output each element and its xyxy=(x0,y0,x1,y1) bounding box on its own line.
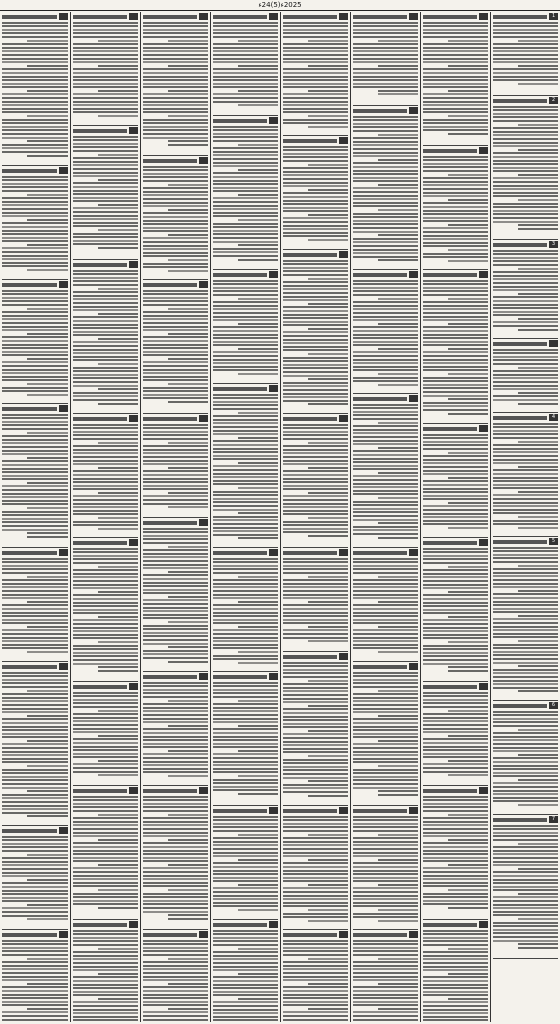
ad-body-text xyxy=(213,558,278,664)
ad-body-text xyxy=(493,547,558,693)
classified-ad xyxy=(2,548,68,662)
ad-body-text xyxy=(73,424,138,530)
classified-ad xyxy=(353,548,418,662)
ad-body-text xyxy=(283,940,348,1022)
classified-ad xyxy=(213,920,278,1022)
ad-number-badge xyxy=(59,663,68,670)
ad-number-badge xyxy=(339,931,348,938)
classified-ad xyxy=(143,414,208,518)
ad-number-badge xyxy=(409,271,418,278)
ad-headline xyxy=(493,15,547,19)
ad-headline xyxy=(73,685,127,689)
classified-ad xyxy=(353,270,418,394)
ad-body-text xyxy=(73,930,138,1022)
ad-body-text xyxy=(353,404,418,539)
ad-headline xyxy=(283,417,337,421)
ad-number-badge xyxy=(269,13,278,20)
ad-body-text xyxy=(2,290,68,396)
ad-body-text xyxy=(2,940,68,1022)
ad-number-badge xyxy=(129,683,138,690)
ad-headline xyxy=(143,283,197,287)
ad-body-text xyxy=(73,270,138,405)
ad-headline xyxy=(213,273,267,277)
classified-ad xyxy=(143,786,208,930)
classified-ad xyxy=(493,537,558,701)
ad-body-text xyxy=(493,22,558,85)
ad-number-badge xyxy=(479,425,488,432)
ad-headline xyxy=(143,159,197,163)
ad-headline xyxy=(493,416,547,420)
classified-ad xyxy=(353,12,418,106)
classified-ad xyxy=(73,260,138,414)
classified-ad xyxy=(423,270,488,424)
classified-columns xyxy=(0,12,560,1022)
ad-number-badge xyxy=(269,921,278,928)
ad-body-text xyxy=(213,930,278,1022)
ad-body-text xyxy=(423,930,488,1022)
ad-number-badge xyxy=(479,787,488,794)
ad-headline xyxy=(143,417,197,421)
ad-headline xyxy=(283,655,337,659)
ad-headline xyxy=(353,397,407,401)
classified-ad xyxy=(73,538,138,682)
ad-number-badge xyxy=(199,13,208,20)
ad-body-text xyxy=(73,692,138,777)
ad-headline xyxy=(143,933,197,937)
classified-ad xyxy=(493,413,558,537)
ad-number-badge: 2 xyxy=(549,97,558,104)
classified-ad xyxy=(283,930,348,1022)
ad-body-text xyxy=(73,22,138,117)
ad-number-badge xyxy=(269,807,278,814)
classified-ad xyxy=(143,280,208,414)
ad-headline xyxy=(213,15,267,19)
ad-headline xyxy=(353,809,407,813)
classified-ad xyxy=(283,250,348,414)
ad-number-badge xyxy=(339,415,348,422)
ad-headline xyxy=(213,675,267,679)
ad-body-text xyxy=(493,106,558,230)
classified-ad xyxy=(213,270,278,384)
classified-ad xyxy=(73,920,138,1022)
ad-number-badge: 1 xyxy=(549,13,558,20)
classified-ad xyxy=(2,826,68,930)
ad-body-text xyxy=(143,796,208,920)
ad-body-text xyxy=(353,816,418,922)
ad-number-badge xyxy=(269,117,278,124)
ad-body-text xyxy=(283,260,348,406)
ad-headline xyxy=(143,675,197,679)
ad-body-text xyxy=(283,424,348,537)
ad-headline xyxy=(73,417,127,421)
ad-number-badge: 4 xyxy=(549,414,558,421)
column-8 xyxy=(0,12,70,1022)
column-5 xyxy=(210,12,280,1022)
ad-number-badge xyxy=(269,549,278,556)
ad-headline xyxy=(283,551,337,555)
ad-body-text xyxy=(143,940,208,1022)
ad-number-badge: 5 xyxy=(549,538,558,545)
classified-ad xyxy=(493,339,558,413)
ad-headline xyxy=(143,521,197,525)
ad-body-text xyxy=(143,290,208,403)
classified-ad xyxy=(143,930,208,1022)
ad-body-text xyxy=(493,250,558,331)
ad-headline xyxy=(73,541,127,545)
ad-headline xyxy=(2,407,57,411)
classified-ad xyxy=(213,116,278,270)
classified-ad xyxy=(213,12,278,116)
ad-number-badge xyxy=(199,281,208,288)
ad-number-badge xyxy=(479,683,488,690)
classified-ad xyxy=(73,126,138,260)
column-7 xyxy=(70,12,140,1022)
ad-number-badge xyxy=(549,340,558,347)
ad-number-badge xyxy=(409,107,418,114)
ad-headline xyxy=(73,129,127,133)
ad-number-badge xyxy=(479,539,488,546)
ad-number-badge xyxy=(129,787,138,794)
ad-number-badge xyxy=(59,549,68,556)
ad-body-text xyxy=(353,22,418,96)
ad-headline xyxy=(213,809,267,813)
ad-headline xyxy=(143,789,197,793)
classified-ad xyxy=(493,96,558,240)
ad-headline xyxy=(213,119,267,123)
ad-body-text xyxy=(353,672,418,796)
ad-number-badge xyxy=(199,787,208,794)
ad-number-badge xyxy=(129,13,138,20)
classified-ad xyxy=(423,920,488,1022)
ad-body-text xyxy=(213,280,278,375)
classified-ad xyxy=(213,672,278,806)
ad-body-text xyxy=(143,424,208,509)
ad-body-text xyxy=(213,22,278,107)
ad-body-text xyxy=(213,394,278,540)
classified-ad xyxy=(423,786,488,920)
ad-headline xyxy=(2,283,57,287)
ad-number-badge xyxy=(269,673,278,680)
ad-headline xyxy=(2,665,57,669)
classified-ad xyxy=(423,682,488,786)
classified-ad xyxy=(143,518,208,672)
ad-body-text xyxy=(353,116,418,262)
classified-ad xyxy=(353,806,418,930)
ad-number-badge xyxy=(129,539,138,546)
ad-headline xyxy=(423,923,477,927)
classified-ad xyxy=(143,156,208,280)
classified-ad xyxy=(353,394,418,548)
ad-number-badge xyxy=(59,827,68,834)
classified-ad xyxy=(353,662,418,806)
ad-number-badge xyxy=(199,415,208,422)
ad-body-text xyxy=(213,816,278,911)
ad-body-text xyxy=(283,558,348,643)
ad-number-badge: 6 xyxy=(549,702,558,709)
classified-ad xyxy=(493,701,558,815)
ad-headline xyxy=(353,273,407,277)
classified-ad xyxy=(353,106,418,270)
ad-body-text xyxy=(143,528,208,663)
ad-number-badge xyxy=(339,251,348,258)
classified-ad xyxy=(73,682,138,786)
column-3 xyxy=(350,12,420,1022)
ad-body-text xyxy=(2,558,68,653)
ad-number-badge xyxy=(339,653,348,660)
classified-ad xyxy=(283,414,348,548)
ad-body-text xyxy=(143,22,208,146)
ad-body-text xyxy=(73,548,138,672)
ad-number-badge xyxy=(409,395,418,402)
ad-number-badge xyxy=(129,921,138,928)
ad-headline xyxy=(493,342,547,346)
classified-ad xyxy=(2,166,68,280)
classified-ad xyxy=(283,12,348,136)
classified-ad xyxy=(283,806,348,930)
classified-ad xyxy=(423,538,488,682)
ad-headline xyxy=(283,15,337,19)
ad-headline xyxy=(2,169,57,173)
ad-headline xyxy=(73,923,127,927)
ad-number-badge: 7 xyxy=(549,816,558,823)
ad-body-text xyxy=(143,682,208,777)
ad-body-text xyxy=(2,414,68,538)
ad-body-text xyxy=(423,692,488,777)
ad-headline xyxy=(423,15,477,19)
ad-number-badge xyxy=(409,663,418,670)
ad-headline xyxy=(283,139,337,143)
ad-body-text xyxy=(423,280,488,415)
ad-body-text xyxy=(423,22,488,135)
ad-headline xyxy=(353,665,407,669)
ad-number-badge xyxy=(129,261,138,268)
classified-ad xyxy=(283,548,348,652)
ad-body-text xyxy=(283,662,348,797)
ad-headline xyxy=(493,243,547,247)
column-2 xyxy=(420,12,490,1022)
classified-ad xyxy=(213,548,278,672)
page-date-header: 2025ء(5)24ء xyxy=(0,0,560,11)
ad-headline xyxy=(73,263,127,267)
ad-body-text xyxy=(2,176,68,271)
ad-number-badge xyxy=(479,147,488,154)
classified-ad xyxy=(143,12,208,156)
ad-number-badge xyxy=(199,931,208,938)
ad-number-badge xyxy=(339,807,348,814)
ad-headline xyxy=(2,15,57,19)
ad-headline xyxy=(493,99,547,103)
classified-ad xyxy=(2,930,68,1022)
ad-body-text xyxy=(73,796,138,909)
classified-ad xyxy=(143,672,208,786)
ad-number-badge xyxy=(129,415,138,422)
ad-headline xyxy=(353,15,407,19)
ad-body-text xyxy=(2,672,68,818)
ad-headline xyxy=(353,109,407,113)
ad-headline xyxy=(423,541,477,545)
ad-headline xyxy=(73,15,127,19)
ad-number-badge xyxy=(339,13,348,20)
classified-ad xyxy=(2,662,68,826)
ad-body-text xyxy=(2,22,68,157)
ad-headline xyxy=(353,933,407,937)
ad-number-badge xyxy=(59,931,68,938)
ad-number-badge xyxy=(409,931,418,938)
ad-number-badge xyxy=(479,921,488,928)
ad-body-text xyxy=(423,796,488,909)
ad-number-badge xyxy=(409,549,418,556)
classified-ad xyxy=(2,280,68,404)
ad-number-badge xyxy=(409,807,418,814)
ad-number-badge xyxy=(199,157,208,164)
ad-body-text xyxy=(283,22,348,128)
ad-body-text xyxy=(493,349,558,405)
classified-ad xyxy=(493,240,558,339)
ad-headline xyxy=(493,540,547,544)
ad-headline xyxy=(73,789,127,793)
ad-number-badge xyxy=(479,13,488,20)
ad-headline xyxy=(283,809,337,813)
ad-body-text xyxy=(283,146,348,241)
classified-ad xyxy=(493,12,558,96)
ad-headline xyxy=(143,15,197,19)
classified-ad xyxy=(423,12,488,146)
ad-body-text xyxy=(493,825,558,949)
ad-headline xyxy=(423,427,477,431)
ad-headline xyxy=(2,933,57,937)
ad-number-badge: 3 xyxy=(549,241,558,248)
ad-body-text xyxy=(73,136,138,249)
ad-headline xyxy=(353,551,407,555)
classified-ad xyxy=(423,424,488,538)
ad-headline xyxy=(213,923,267,927)
ad-number-badge xyxy=(479,271,488,278)
ad-headline xyxy=(283,933,337,937)
ad-headline xyxy=(423,685,477,689)
classified-ad xyxy=(73,786,138,920)
ad-number-badge xyxy=(129,127,138,134)
ad-body-text xyxy=(353,280,418,386)
column-6 xyxy=(140,12,210,1022)
ad-number-badge xyxy=(59,13,68,20)
ad-body-text xyxy=(423,548,488,672)
ad-headline xyxy=(423,789,477,793)
ad-body-text xyxy=(213,126,278,261)
ad-headline xyxy=(493,818,547,822)
ad-number-badge xyxy=(199,519,208,526)
classified-ad xyxy=(493,815,558,959)
ad-headline xyxy=(493,704,547,708)
classified-ad xyxy=(283,652,348,806)
classified-ad xyxy=(2,404,68,548)
classified-ad xyxy=(73,12,138,126)
column-4 xyxy=(280,12,350,1022)
ad-number-badge xyxy=(59,405,68,412)
ad-body-text xyxy=(2,836,68,921)
classified-ad xyxy=(213,806,278,920)
ad-body-text xyxy=(493,711,558,806)
ad-number-badge xyxy=(339,549,348,556)
ad-headline xyxy=(283,253,337,257)
ad-headline xyxy=(423,149,477,153)
ad-number-badge xyxy=(269,271,278,278)
classified-ad xyxy=(283,136,348,250)
ad-body-text xyxy=(213,682,278,795)
classified-ad xyxy=(353,930,418,1022)
column-1 xyxy=(490,12,560,1022)
classified-ad xyxy=(73,414,138,538)
ad-body-text xyxy=(283,816,348,922)
ad-headline xyxy=(213,387,267,391)
ad-headline xyxy=(2,829,57,833)
ad-headline xyxy=(423,273,477,277)
classified-ad xyxy=(423,146,488,270)
ad-body-text xyxy=(423,156,488,262)
ad-body-text xyxy=(423,434,488,529)
ad-number-badge xyxy=(59,167,68,174)
ad-number-badge xyxy=(339,137,348,144)
ad-body-text xyxy=(353,558,418,653)
ad-number-badge xyxy=(409,13,418,20)
ad-body-text xyxy=(493,423,558,529)
ad-number-badge xyxy=(269,385,278,392)
ad-number-badge xyxy=(199,673,208,680)
classified-ad xyxy=(213,384,278,548)
classified-ad xyxy=(2,12,68,166)
ad-body-text xyxy=(353,940,418,1022)
ad-body-text xyxy=(143,166,208,272)
ad-headline xyxy=(2,551,57,555)
ad-number-badge xyxy=(59,281,68,288)
ad-headline xyxy=(213,551,267,555)
